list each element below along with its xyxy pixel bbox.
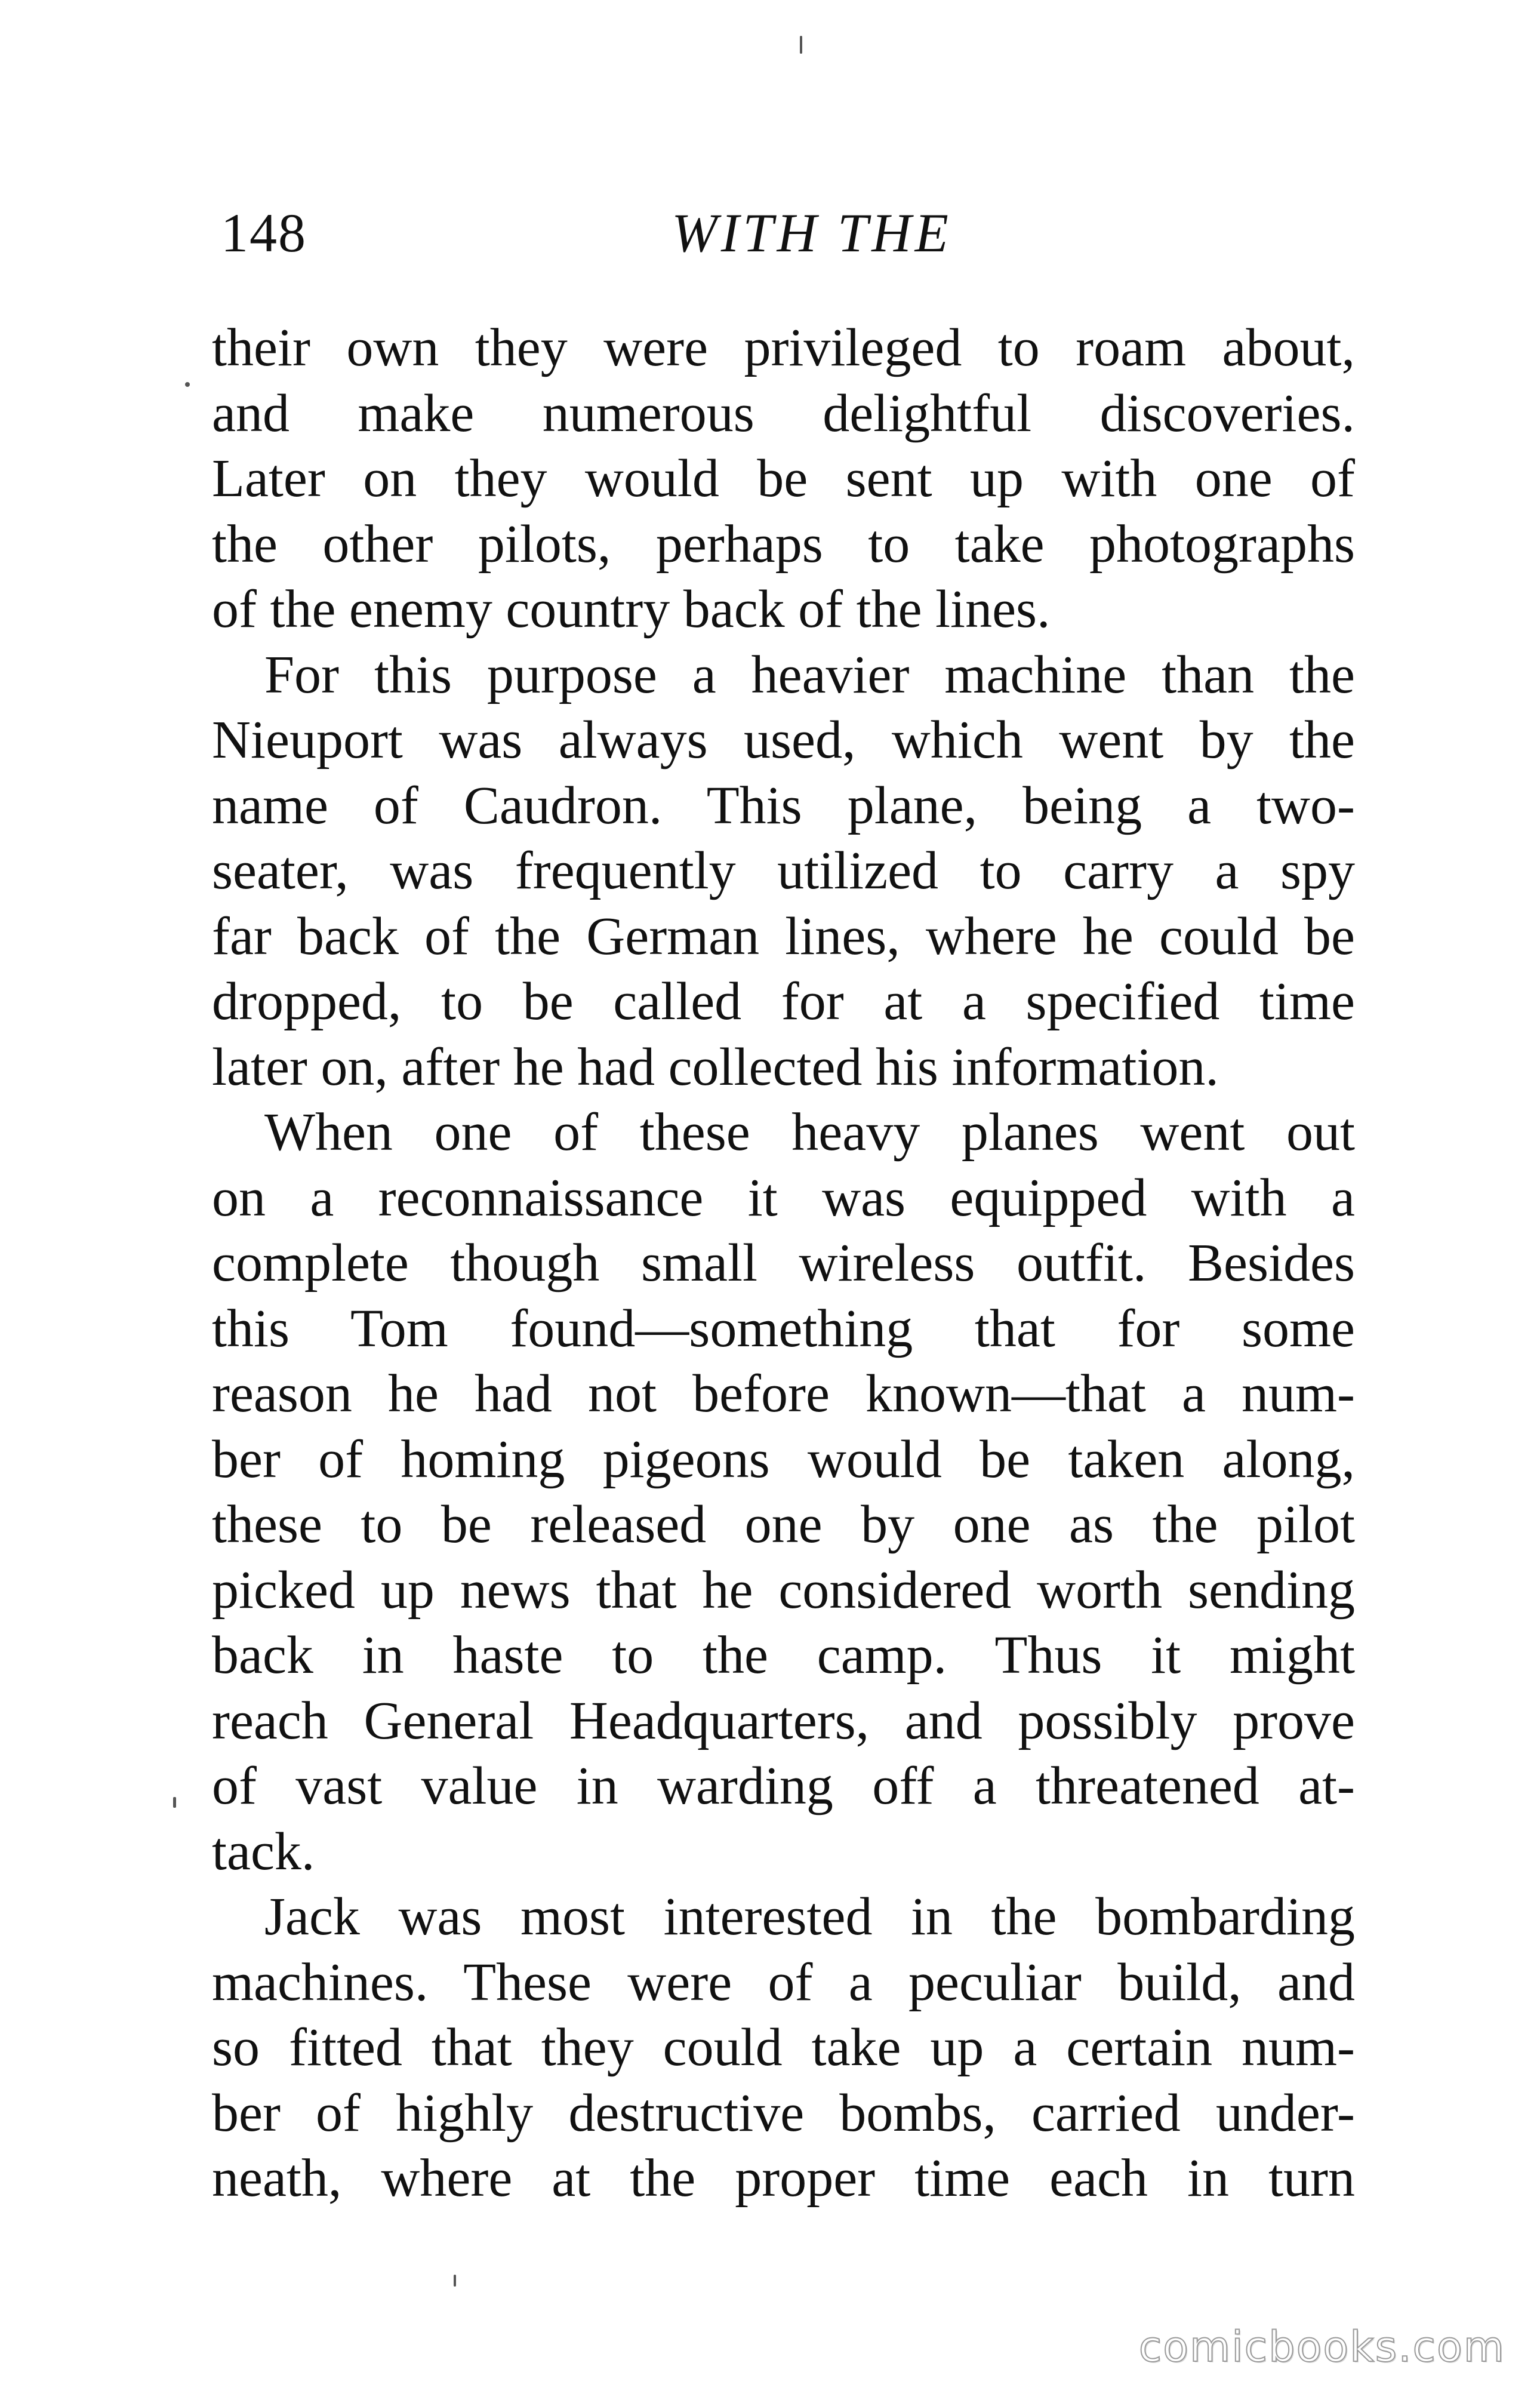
watermark: comicbooks.com (1138, 2322, 1505, 2371)
scan-speck (185, 382, 190, 387)
text-line: dropped, to be called for at a specified time (212, 972, 1355, 1031)
text-line: this Tom found—something that for some (212, 1299, 1355, 1358)
text-line: machines. These were of a peculiar build, and (212, 1952, 1355, 2012)
text-line: on a reconnaissance it was equipped with a (212, 1168, 1355, 1227)
page-header (221, 197, 1355, 269)
text-line: of vast value in warding off a threatened at- (212, 1756, 1355, 1816)
text-line: the other pilots, perhaps to take photographs (212, 514, 1355, 574)
text-line: When one of these heavy planes went out (264, 1103, 1355, 1162)
scan-speck (173, 1797, 176, 1808)
text-line: Jack was most interested in the bombarding (264, 1887, 1355, 1946)
text-line: ber of homing pigeons would be taken along, (212, 1429, 1355, 1489)
text-line: reason he had not before known—that a num- (212, 1364, 1355, 1423)
text-line: picked up news that he considered worth sending (212, 1560, 1355, 1620)
text-line: tack. (212, 1821, 315, 1881)
text-line: these to be released one by one as the pilot (212, 1495, 1355, 1554)
scan-speck (800, 36, 802, 54)
text-line: and make numerous delightful discoveries. (212, 383, 1355, 443)
text-line: so fitted that they could take up a certain num- (212, 2018, 1355, 2077)
running-head: WITH THE (672, 202, 952, 263)
text-line: Later on they would be sent up with one of (212, 449, 1355, 508)
text-line: ber of highly destructive bombs, carried under- (212, 2083, 1355, 2143)
text-line: back in haste to the camp. Thus it might (212, 1626, 1355, 1685)
text-line: complete though small wireless outfit. Besides (212, 1233, 1355, 1293)
text-line: name of Caudron. This plane, being a two- (212, 776, 1355, 835)
scan-speck (454, 2275, 456, 2287)
text-line: Nieuport was always used, which went by the (212, 710, 1355, 770)
text-line: reach General Headquarters, and possibly prove (212, 1691, 1355, 1750)
text-line: seater, was frequently utilized to carry a spy (212, 841, 1355, 900)
text-line: of the enemy country back of the lines. (212, 580, 1051, 639)
body-text (212, 315, 1355, 2211)
text-line: their own they were privileged to roam about, (212, 318, 1355, 377)
page-number: 148 (221, 202, 307, 263)
text-line: neath, where at the proper time each in turn (212, 2149, 1355, 2208)
text-line: far back of the German lines, where he could be (212, 906, 1355, 966)
text-line: For this purpose a heavier machine than the (264, 645, 1355, 704)
text-line: later on, after he had collected his information. (212, 1037, 1219, 1097)
